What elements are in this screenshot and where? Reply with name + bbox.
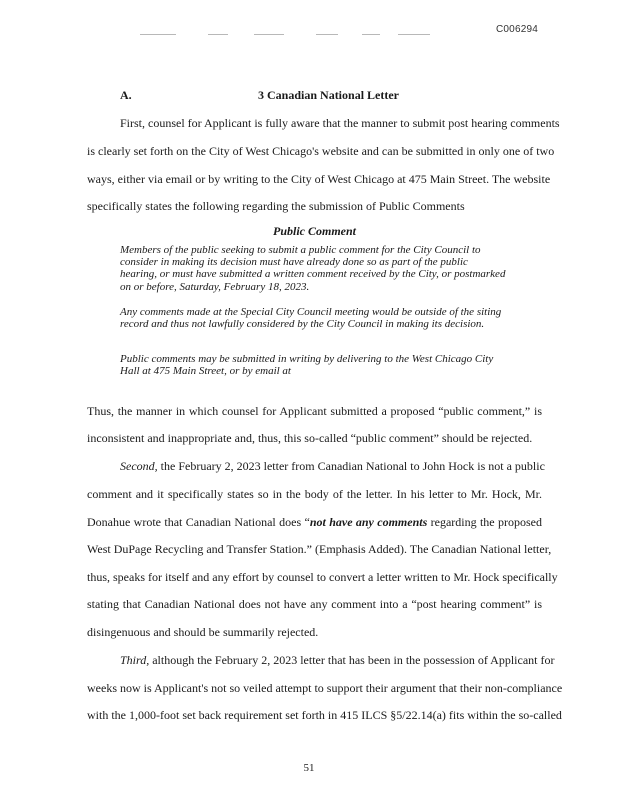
blockquote-paragraph: Public comments may be submitted in writing by delivering to the West Chicago City Hall at 475 Main Street, or by email at: [120, 353, 494, 378]
paragraph-line: [120, 459, 545, 473]
paragraph-line: [87, 515, 542, 529]
section-letter: A.: [120, 88, 132, 102]
paragraph-line: disingenuous and should be summarily rejected.: [87, 625, 319, 639]
paragraph-line: inconsistent and inappropriate and, thus, this so-called “public comment” should be rejected.: [87, 431, 533, 445]
paragraph-line: is clearly set forth on the City of West Chicago's website and can be submitted in only one of two: [87, 144, 555, 158]
paragraph-line: ways, either via email or by writing to the City of West Chicago at 475 Main Street. The website: [87, 172, 551, 186]
paragraph-line: West DuPage Recycling and Transfer Station.” (Emphasis Added). The Canadian National letter,: [87, 542, 552, 556]
paragraph-line: stating that Canadian National does not have any comment into a “post hearing comment” is: [87, 597, 542, 611]
emphasis-word: Second,: [120, 459, 158, 473]
faint-header-marks: [140, 34, 430, 40]
section-title: 3 Canadian National Letter: [258, 88, 399, 102]
bates-number: C006294: [496, 24, 538, 35]
faint-mark: [398, 34, 430, 35]
paragraph-line: with the 1,000-foot set back requirement set forth in 415 ILCS §5/22.14(a) fits within the so-called: [87, 708, 562, 722]
paragraph-line: thus, speaks for itself and any effort by counsel to convert a letter written to Mr. Hock specifically: [87, 570, 558, 584]
paragraph-line: [120, 653, 555, 667]
blockquote-title: Public Comment: [272, 224, 356, 238]
line-text: the February 2, 2023 letter from Canadian National to John Hock is not a public: [157, 459, 545, 473]
faint-mark: [316, 34, 338, 35]
line-text: although the February 2, 2023 letter that has been in the possession of Applicant for: [149, 653, 555, 667]
blockquote-paragraph: Any comments made at the Special City Council meeting would be outside of the siting record and thus not lawfully considered by the City Council in making its decision.: [120, 306, 502, 331]
page-number: 51: [303, 762, 315, 774]
faint-mark: [208, 34, 228, 35]
paragraph-line: weeks now is Applicant's not so veiled attempt to support their argument that their non-compliance: [87, 681, 563, 695]
faint-mark: [254, 34, 284, 35]
line-text: Donahue wrote that Canadian National does “: [87, 515, 310, 529]
paragraph-line: specifically states the following regarding the submission of Public Comments: [87, 199, 465, 213]
emphasized-quote: not have any comments: [309, 515, 428, 529]
paragraph-line: First, counsel for Applicant is fully aware that the manner to submit post hearing comments: [120, 116, 560, 130]
faint-mark: [362, 34, 380, 35]
line-text: regarding the proposed: [427, 515, 542, 529]
faint-mark: [140, 34, 176, 35]
paragraph-line: Thus, the manner in which counsel for Applicant submitted a proposed “public comment,” is: [87, 404, 542, 418]
paragraph-line: comment and it specifically states so in the body of the letter. In his letter to Mr. Hock, Mr.: [87, 487, 542, 501]
blockquote-paragraph: Members of the public seeking to submit a public comment for the City Council to consider in making its decision must have already done so as part of the public hearing, or must have submitted a written comment received by the City, or postmarked on or before, Saturday, February 18, 2023.: [120, 244, 506, 293]
emphasis-word: Third,: [120, 653, 150, 667]
